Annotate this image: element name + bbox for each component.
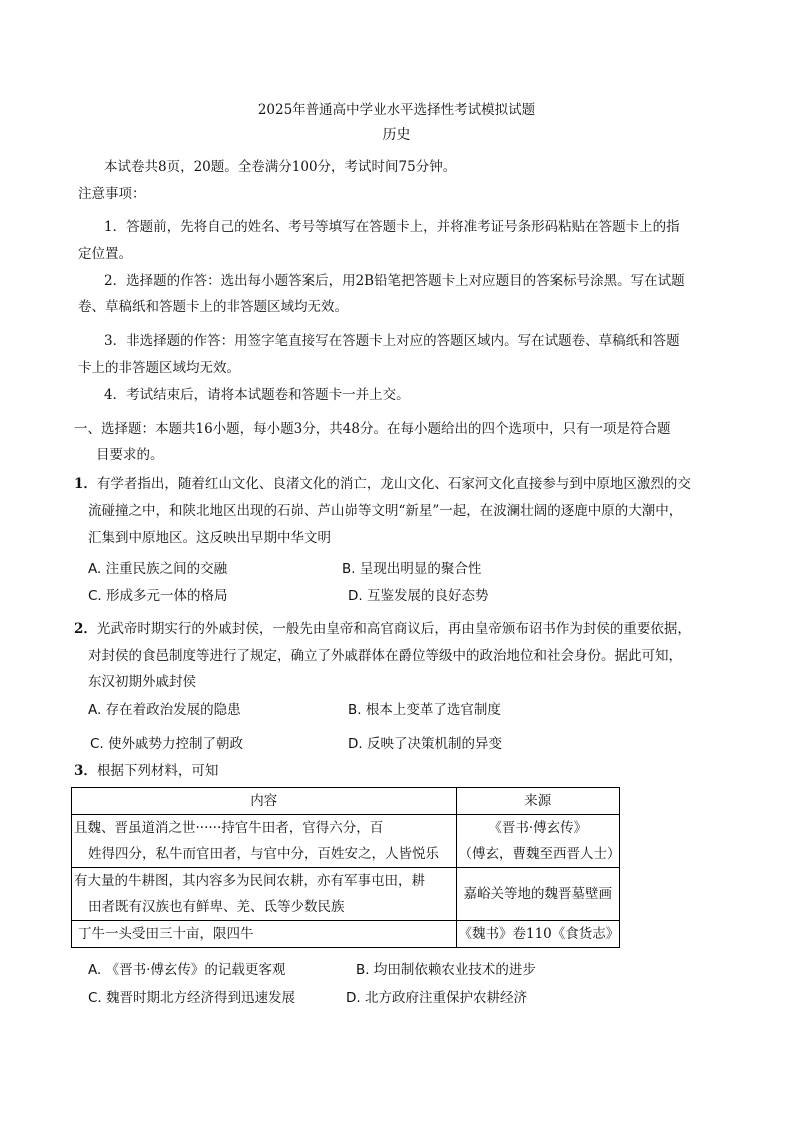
- question-3-option-b[interactable]: B. 均田制依赖农业技术的进步: [356, 962, 536, 978]
- question-1-option-c[interactable]: C. 形成多元一体的格局: [88, 588, 228, 604]
- material-row-2-content-line-2: 田者既有汉族也有鲜卑、羌、氐等少数民族: [88, 899, 345, 915]
- question-3-option-d[interactable]: D. 北方政府注重保护农耕经济: [346, 990, 527, 1006]
- notice-item-3-line-1: 3．非选择题的作答：用签字笔直接写在答题卡上对应的答题区域内。写在试题卷、草稿纸和答题: [104, 333, 680, 349]
- question-2-option-b[interactable]: B. 根本上变革了选官制度: [348, 702, 501, 718]
- question-1-line-3: 汇集到中原地区。这反映出早期中华文明: [88, 530, 331, 546]
- question-3-line-1: [74, 762, 218, 780]
- exam-intro: 本试卷共8页，20题。全卷满分100分，考试时间75分钟。: [104, 159, 457, 175]
- exam-title: 2025年普通高中学业水平选择性考试模拟试题: [257, 102, 536, 118]
- question-1-line-1: [74, 475, 691, 493]
- question-2-line-2: 对封侯的食邑制度等进行了规定，确立了外戚群体在爵位等级中的政治地位和社会身份。据此可知，: [88, 648, 682, 664]
- question-2-number: 2．: [74, 621, 97, 637]
- material-table-row: [72, 815, 620, 868]
- material-table-cell-source: 嘉峪关等地的魏晋墓壁画: [456, 868, 620, 921]
- notice-item-3-line-2: 卡上的非答题区域均无效。: [78, 360, 240, 376]
- material-table-cell-content: 丁牛一头受田三十亩，限四牛: [72, 921, 457, 948]
- material-table-cell-content: [72, 868, 457, 921]
- material-row-1-source-line-1: 《晋书·傅玄传》: [488, 820, 588, 836]
- question-2-line-3: 东汉初期外戚封侯: [88, 674, 196, 690]
- exam-subject: 历史: [382, 127, 411, 143]
- question-3-option-a[interactable]: A. 《晋书·傅玄传》的记载更客观: [88, 962, 286, 978]
- material-row-1-content-line-2: 姓得四分，私牛而官田者，与官中分，百姓安之，人皆悦乐: [88, 846, 439, 862]
- question-1-line-2: 流碰撞之中，和陕北地区出现的石峁、芦山峁等文明“新星”一起，在波澜壮阔的逐鹿中原的大潮中，: [88, 503, 683, 519]
- question-1-option-a[interactable]: A. 注重民族之间的交融: [88, 561, 228, 577]
- notice-item-4-line-1: 4．考试结束后，请将本试题卷和答题卡一并上交。: [104, 387, 410, 403]
- material-table-row: [72, 868, 620, 921]
- notice-item-2-line-1: 2．选择题的作答：选出每小题答案后，用2B铅笔把答题卡上对应题目的答案标号涂黑。写在试题: [104, 273, 685, 289]
- material-table-header-content: 内容: [72, 788, 457, 815]
- question-1-number: 1．: [74, 476, 97, 492]
- question-2-option-a[interactable]: A. 存在着政治发展的隐患: [88, 702, 241, 718]
- material-row-1-source-line-2: （傅玄，曹魏至西晋人士）: [458, 846, 621, 862]
- notice-item-1-line-2: 定位置。: [78, 246, 132, 262]
- material-row-1-content-line-1: 且魏、晋虽道消之世······持官牛田者，官得六分，百: [74, 820, 384, 836]
- material-table-header-row: [72, 788, 620, 815]
- question-2-line-1: [74, 620, 691, 638]
- material-table-cell-source: 《魏书》卷110《食货志》: [456, 921, 620, 948]
- material-table-row: [72, 921, 620, 948]
- notice-item-1-line-1: 1．答题前，先将自己的姓名、考号等填写在答题卡上，并将准考证号条形码粘贴在答题卡上的指: [104, 219, 680, 235]
- question-2-option-c[interactable]: C. 使外戚势力控制了朝政: [90, 736, 244, 752]
- material-table: [71, 787, 620, 948]
- section-1-heading-line-1: 一、选择题：本题共16小题，每小题3分，共48分。在每小题给出的四个选项中，只有一项是符合题: [74, 421, 671, 437]
- question-1-text-1: 有学者指出，随着红山文化、良渚文化的消亡，龙山文化、石家河文化直接参与到中原地区激烈的交: [96, 476, 691, 492]
- material-row-2-content-line-1: 有大量的牛耕图，其内容多为民间农耕，亦有军事屯田，耕: [74, 873, 425, 889]
- notice-heading: 注意事项：: [78, 186, 146, 202]
- material-table-header-source: 来源: [456, 788, 620, 815]
- question-1-option-d[interactable]: D. 互鉴发展的良好态势: [348, 588, 489, 604]
- question-2-option-d[interactable]: D. 反映了决策机制的异变: [348, 736, 502, 752]
- question-3-text-1: 根据下列材料，可知: [96, 763, 219, 779]
- question-2-text-1: 光武帝时期实行的外戚封侯，一般先由皇帝和高官商议后，再由皇帝颁布诏书作为封侯的重要依据，: [96, 621, 691, 637]
- question-3-option-c[interactable]: C. 魏晋时期北方经济得到迅速发展: [88, 990, 296, 1006]
- material-table-cell-source: [456, 815, 620, 868]
- section-1-heading-line-2: 目要求的。: [96, 447, 164, 463]
- question-3-number: 3．: [74, 763, 97, 779]
- notice-item-2-line-2: 卷、草稿纸和答题卡上的非答题区域均无效。: [78, 299, 348, 315]
- question-1-option-b[interactable]: B. 呈现出明显的聚合性: [342, 561, 482, 577]
- material-table-cell-content: [72, 815, 457, 868]
